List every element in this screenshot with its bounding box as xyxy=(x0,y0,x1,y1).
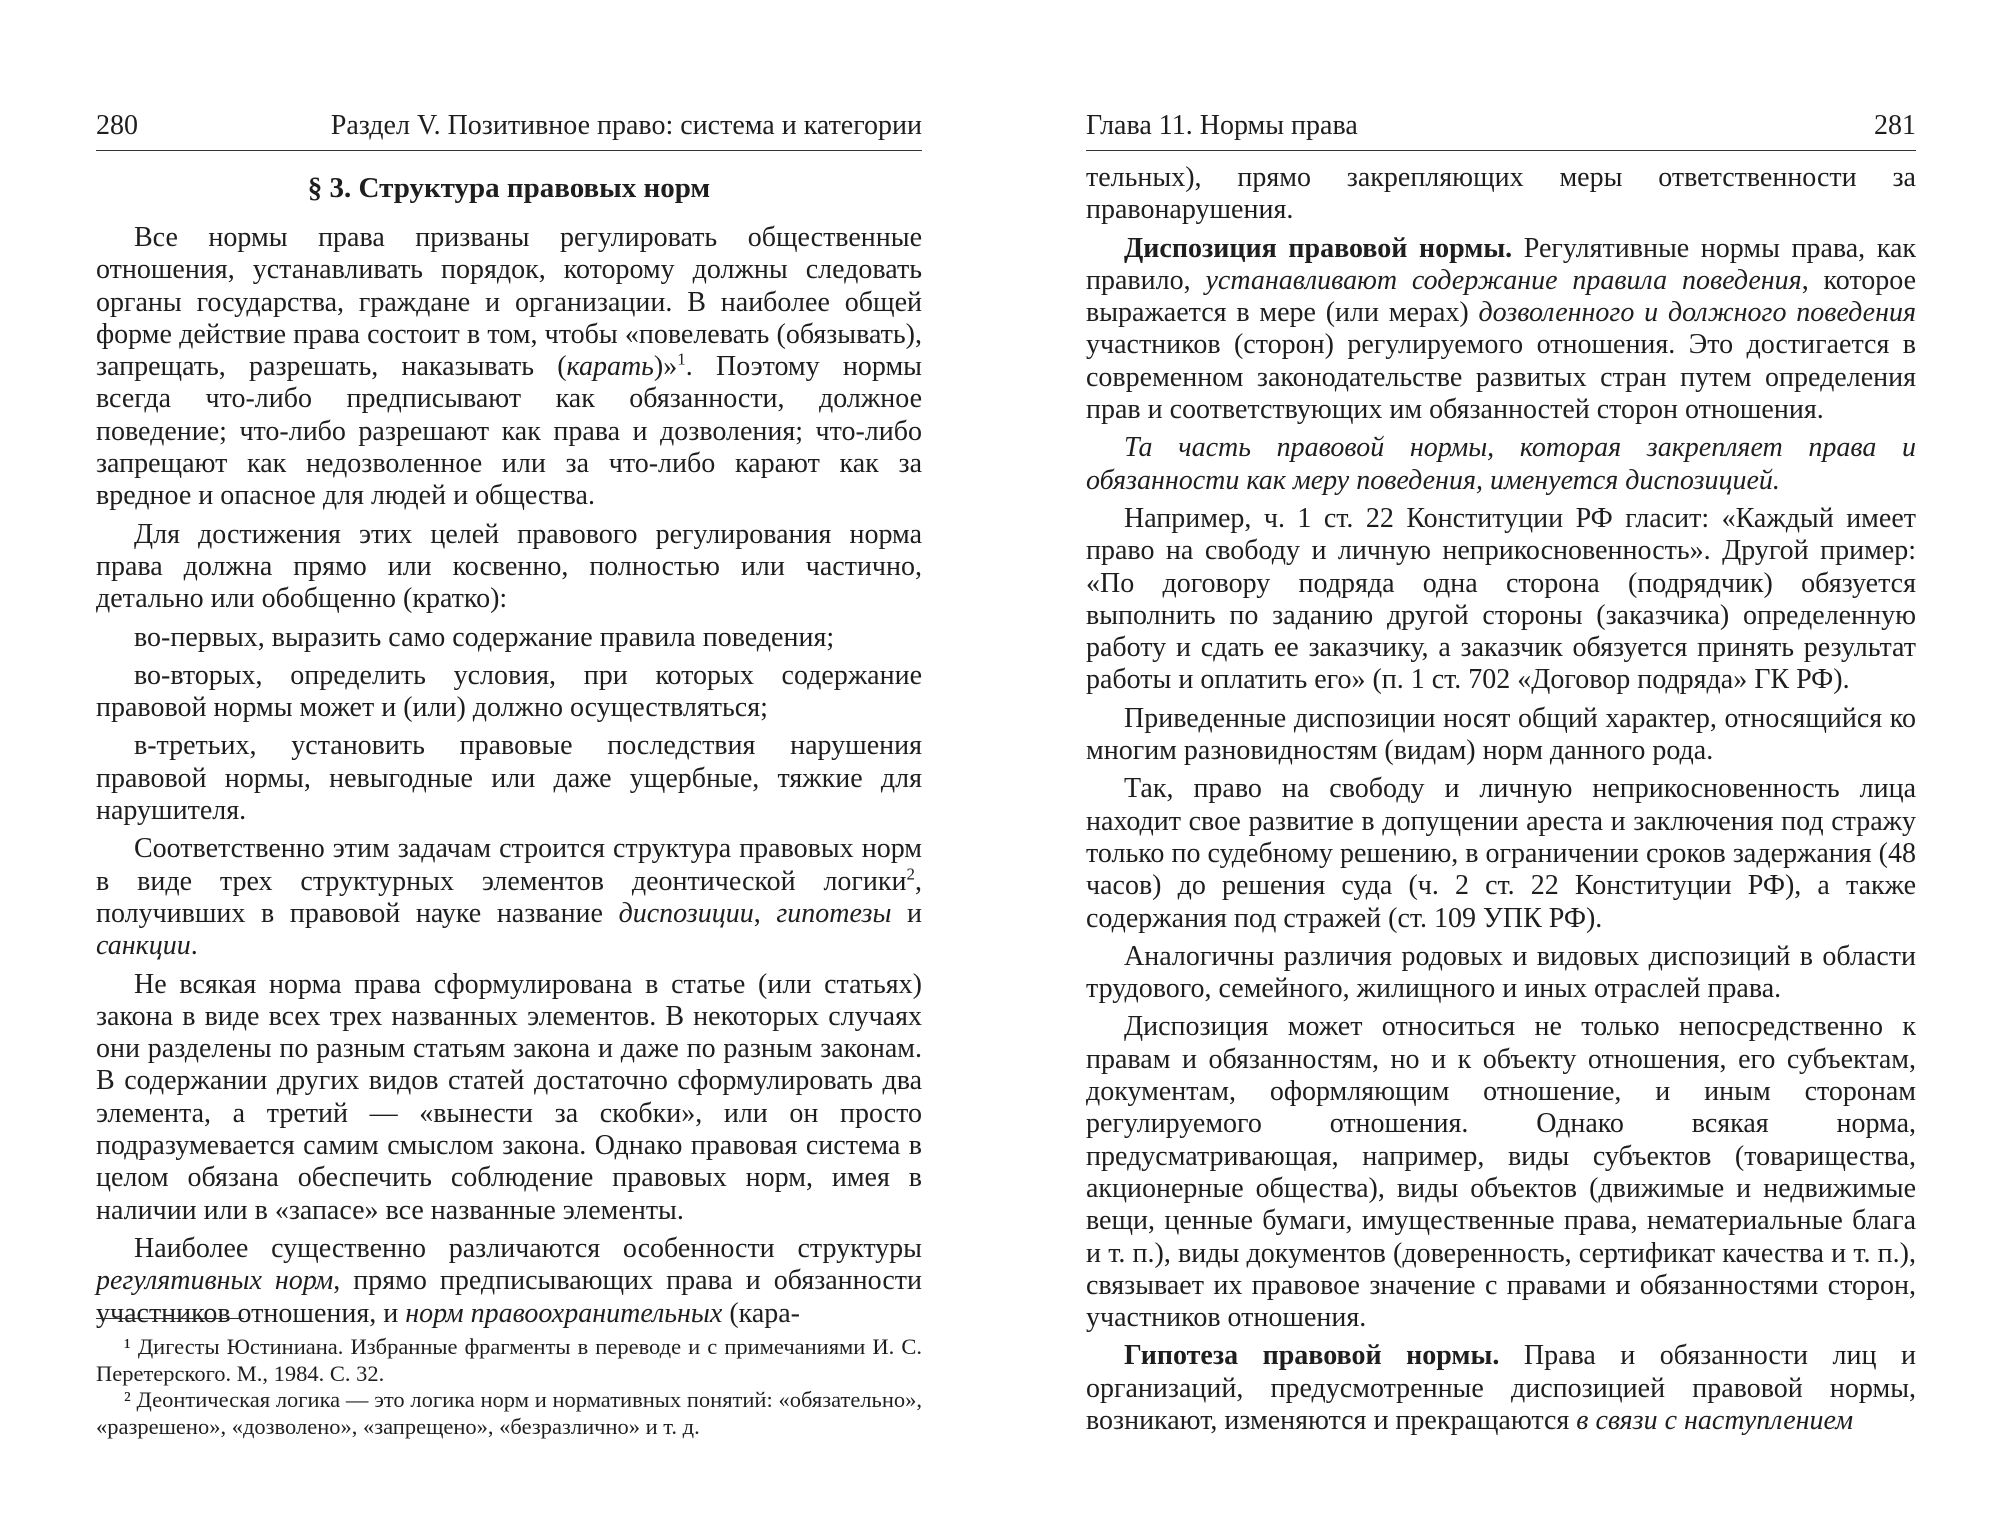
section-title: § 3. Структура правовых норм xyxy=(307,172,711,204)
page-number: 281 xyxy=(1874,110,1916,141)
paragraph: Аналогичны различия родовых и видовых диспозиций в области трудового, семейного, жилищного и иных отраслей права. xyxy=(1086,940,1916,1005)
page-body xyxy=(96,164,922,1330)
footnote-ref: 2 xyxy=(906,864,915,884)
paragraph: Соответственно этим задачам строится структура правовых норм в виде трех структурных элементов деонтической логики$^2$, получивших в правовой науке название диспозиции, гипотезы и санкции. xyxy=(96,833,923,962)
running-head-title: Раздел V. Позитивное право: система и категории xyxy=(330,110,922,141)
paragraph: во-вторых, определить условия, при которых содержание правовой нормы может и (или) должно осуществляться; xyxy=(96,659,922,724)
page-body xyxy=(1086,162,1916,1437)
left-page xyxy=(96,0,922,1529)
right-page xyxy=(1086,0,1916,1529)
running-head xyxy=(1086,106,1916,151)
paragraph: Не всякая норма права сформулирована в статье (или статьях) закона в виде всех трех названных элементов. В некоторых случаях они разделены по разным статьям закона и даже по разным законам. В содержании других видов статей достаточно сформулировать два элемента, а третий — «вынести за скобки», или он просто подразумевается самим смыслом закона. Однако правовая система в целом обязана обеспечить соблюдение правовых норм, имея в наличии или в «запасе» все названные элементы. xyxy=(96,968,922,1226)
subheading: Гипотеза правовой нормы. xyxy=(1124,1340,1500,1372)
paragraph: Гипотеза правовой нормы. Права и обязанности лиц и организаций, предусмотренные диспозицией правовой нормы, возникают, изменяются и прекращаются в связи с наступлением xyxy=(1086,1340,1917,1436)
paragraph: Например, ч. 1 ст. 22 Конституции РФ гласит: «Каждый имеет право на свободу и личную неприкосновенность». Другой пример: «По договору подряда одна сторона (подрядчик) обязуется выполнить по заданию другой стороны (заказчика) определенную работу и сдать ее заказчику, а заказчик обязуется принять результат работы и оплатить его» (п. 1 ст. 702 «Договор подряда» ГК РФ). xyxy=(1086,502,1916,696)
footnote: ² Деонтическая логика — это логика норм и нормативных понятий: «обязательно», «разрешено», «дозволено», «запрещено», «безразлично» и т. д. xyxy=(96,1387,922,1439)
paragraph: в-третьих, установить правовые последствия нарушения правовой нормы, невыгодные или даже ущербные, тяжкие для нарушителя. xyxy=(96,730,922,827)
page-number: 280 xyxy=(96,110,138,141)
footnotes xyxy=(96,1334,922,1440)
subheading: Диспозиция правовой нормы. xyxy=(1124,232,1513,264)
paragraph: Та часть правовой нормы, которая закрепляет права и обязанности как меру поведения, именуется диспозицией. xyxy=(1086,432,1916,496)
paragraph: Так, право на свободу и личную неприкосновенность лица находит свое развитие в допущении ареста и заключения под стражу только по судебному решению, в ограничении сроков задержания (48 часов) до решения суда (ч. 2 ст. 22 Конституции РФ), а также содержания под стражей (ст. 109 УПК РФ). xyxy=(1086,773,1916,934)
running-head xyxy=(96,106,922,151)
paragraph: тельных), прямо закрепляющих меры ответственности за правонарушения. xyxy=(1086,162,1916,226)
paragraph: Диспозиция может относиться не только непосредственно к правам и обязанностям, но и к объекту отношения, его субъектам, документам, оформляющим отношение, и иным сторонам регулируемого отношения. Однако всякая норма, предусматривающая, например, виды субъектов (товарищества, акционерные общества), виды объектов (движимые и недвижимые вещи, ценные бумаги, имущественные права, нематериальные блага и т. п.), виды документов (доверенность, сертификат качества и т. п.), связывает их правовое значение с правами и обязанностями сторон, участников отношения. xyxy=(1086,1011,1916,1334)
footnote: ¹ Дигесты Юстиниана. Избранные фрагменты в переводе и с примечаниями И. С. Перетерского. М., 1984. С. 32. xyxy=(96,1334,922,1386)
paragraph: Наиболее существенно различаются особенности структуры регулятивных норм, прямо предписывающих права и обязанности участников отношения, и норм правоохранительных (кара- xyxy=(96,1232,922,1329)
footnote-divider xyxy=(96,1318,244,1319)
paragraph: Приведенные диспозиции носят общий характер, относящийся ко многим разновидностям (видам) норм данного рода. xyxy=(1086,702,1916,767)
running-head-title: Глава 11. Нормы права xyxy=(1086,110,1358,141)
paragraph: Диспозиция правовой нормы. Регулятивные нормы права, как правило, устанавливают содержание правила поведения, которое выражается в мере (или мерах) дозволенного и должного поведения участников (сторон) регулируемого отношения. Это достигается в современном законодательстве развитых стран путем определения прав и соответствующих им обязанностей сторон отношения. xyxy=(1086,232,1917,426)
paragraph: Все нормы права призваны регулировать общественные отношения, устанавливать порядок, которому должны следовать органы государства, граждане и организации. В наиболее общей форме действие права состоит в том, чтобы «повелевать (обязывать), запрещать, разрешать, наказывать (карать)»$^1$. Поэтому нормы всегда что-либо предписывают как обязанности, должное поведение; что-либо разрешают как права и дозволения; что-либо запрещают как недозволенное или за что-либо карают как за вредное и опасное для людей и общества. xyxy=(96,222,922,512)
paragraph: во-первых, выразить само содержание правила поведения; xyxy=(134,621,835,653)
footnote-ref: 1 xyxy=(677,349,686,369)
paragraph: Для достижения этих целей правового регулирования норма права должна прямо или косвенно, полностью или частично, детально или обобщенно (кратко): xyxy=(96,518,922,615)
